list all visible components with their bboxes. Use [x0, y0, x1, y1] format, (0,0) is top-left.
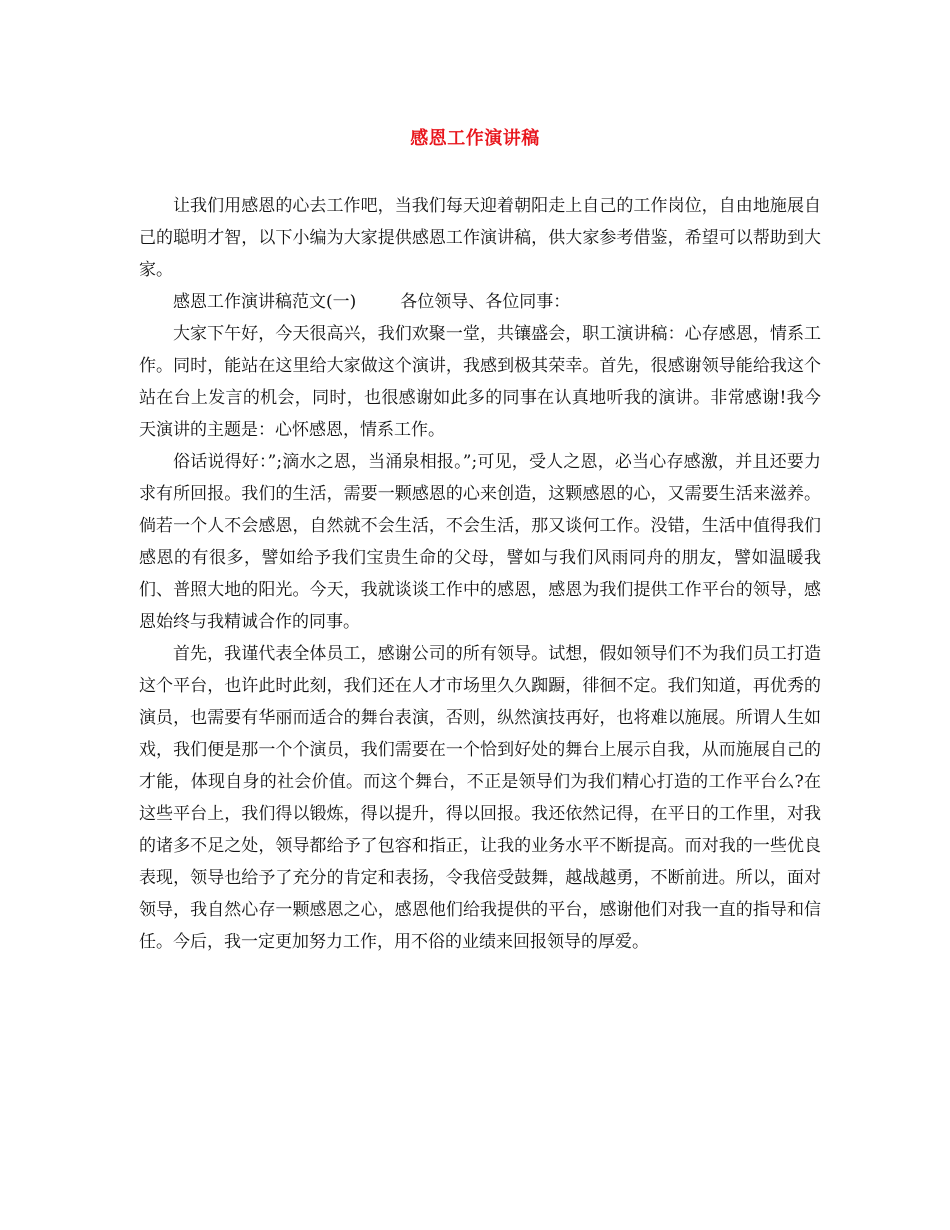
- body-paragraph: 首先，我谨代表全体员工，感谢公司的所有领导。试想，假如领导们不为我们员工打造这个平台，也许此时此刻，我们还在人才市场里久久踟蹰，徘徊不定。我们知道，再优秀的演员，也需要有华丽而适合的舞台表演，否则，纵然演技再好，也将难以施展。所谓人生如戏，我们便是那一个个演员，我们需要在一个恰到好处的舞台上展示自我，从而施展自己的才能，体现自身的社会价值。而这个舞台，不正是领导们为我们精心打造的工作平台么?在这些平台上，我们得以锻炼，得以提升，得以回报。我还依然记得，在平日的工作里，对我的诸多不足之处，领导都给予了包容和指正，让我的业务水平不断提高。而对我的一些优良表现，领导也给予了充分的肯定和表扬，令我倍受鼓舞，越战越勇，不断前进。所以，面对领导，我自然心存一颗感恩之心，感恩他们给我提供的平台，感谢他们对我一直的指导和信任。今后，我一定更加努力工作，用不俗的业绩来回报领导的厚爱。: [139, 644, 821, 952]
- body-paragraph: 俗话说得好：”;滴水之恩，当涌泉相报。”;可见，受人之恩，必当心存感激，并且还要力求有所回报。我们的生活，需要一颗感恩的心来创造，这颗感恩的心，又需要生活来滋养。倘若一个人不会感恩，自然就不会生活，不会生活，那又谈何工作。没错，生活中值得我们感恩的有很多，譬如给予我们宝贵生命的父母，譬如与我们风雨同舟的朋友，譬如温暖我们、普照大地的阳光。今天，我就谈谈工作中的感恩，感恩为我们提供工作平台的领导，感恩始终与我精诚合作的同事。: [139, 452, 821, 632]
- document-title: 感恩工作演讲稿: [410, 128, 540, 149]
- document-body: [139, 190, 821, 958]
- example-heading: 感恩工作演讲稿范文(一): [173, 292, 357, 312]
- salutation: 各位领导、各位同事：: [400, 292, 571, 312]
- body-paragraph: 大家下午好，今天很高兴，我们欢聚一堂，共镶盛会，职工演讲稿：心存感恩，情系工作。同时，能站在这里给大家做这个演讲，我感到极其荣幸。首先，很感谢领导能给我这个站在台上发言的机会，同时，也很感谢如此多的同事在认真地听我的演讲。非常感谢!我今天演讲的主题是：心怀感恩，情系工作。: [139, 324, 821, 440]
- heading-line: [139, 286, 821, 318]
- intro-paragraph: 让我们用感恩的心去工作吧，当我们每天迎着朝阳走上自己的工作岗位，自由地施展自己的聪明才智，以下小编为大家提供感恩工作演讲稿，供大家参考借鉴，希望可以帮助到大家。: [139, 196, 821, 280]
